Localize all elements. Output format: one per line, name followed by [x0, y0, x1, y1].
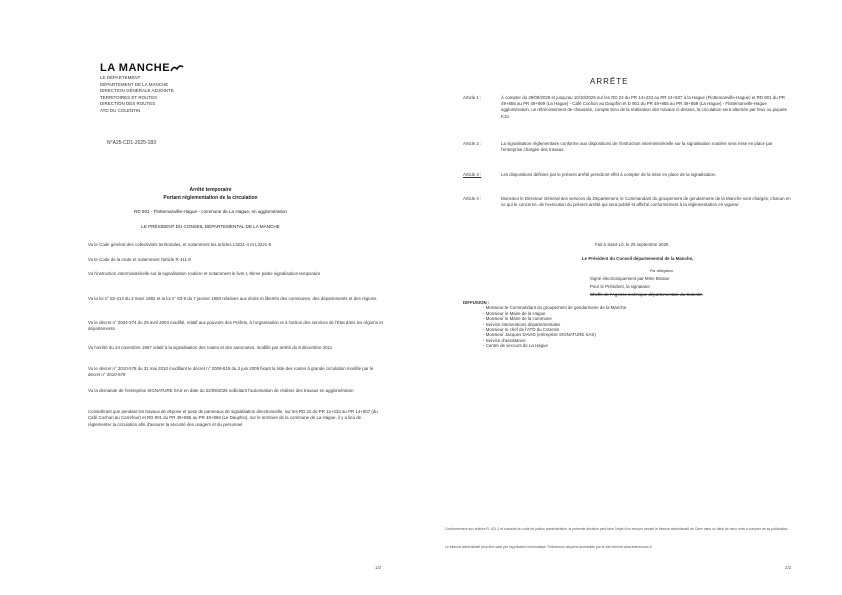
page-number: 1/2	[375, 565, 382, 570]
signature-title	[590, 292, 703, 298]
diffusion-item: - Monsieur le Maire de la Hague	[483, 311, 626, 316]
decree-type: Arrêté temporaire	[189, 187, 232, 193]
seagull-icon	[170, 62, 184, 76]
page-number: 2/2	[785, 565, 792, 570]
arrete-heading: ARRÊTE	[590, 77, 629, 86]
visa-paragraph: Vu le décret n° 2004-374 du 29 avril 2004 modifié, relatif aux pouvoirs des Préfets, à l'organisation et à l'action des services de l'État dans les régions et départements	[88, 320, 383, 332]
diffusion-item: - Monsieur le chef de l'ATD du Cotentin	[483, 327, 626, 332]
visa-paragraph: Vu le Code de la route et notamment l'article R 411-8	[88, 257, 191, 262]
legal-notice: Le tribunal administratif peut être saisi par l'application informatique Télérecours citoyens accessible par le site internet www.telerecours.fr	[445, 545, 652, 549]
visa-paragraph: Vu la demande de l'entreprise SIGNATURE SAS en date du 22/09/2025 sollicitant l'autorisation de réaliser des travaux en agglomération	[88, 388, 354, 393]
logo-line: DIRECTION GÉNÉRALE ADJOINTE	[100, 88, 174, 93]
article-label: Article 3 :	[463, 172, 482, 177]
diffusion-item: - Centre de secours de La Hague	[483, 343, 626, 348]
signature-electronic: Signé électroniquement par Mme Brasse	[590, 276, 670, 281]
signature-for: Pour le Président, la signataire	[590, 284, 650, 289]
article-label: Article 1 :	[463, 95, 482, 100]
article-text: Les dispositions définies par le présent arrêté prendront effet à compter de la mise en place de la signalisation.	[501, 172, 717, 177]
logo-line: DIRECTION DES ROUTES	[100, 101, 156, 106]
article-4	[463, 196, 793, 230]
article-2	[463, 141, 793, 166]
article-text: À compter du 29/09/2025 et jusqu'au 10/10/2025 sur les RD 22 du PR 14+433 au PR 14+507 à la Hague (Flottemanville-Hague) et RD 901 du PR 49+855 au PR 49+869 (La Hague) - Café Cochon au Dauphin et D 901 du PR 49+855 au PR 49+869 (La Hague) - Flottemanville-Hague agglomération, un rétrécissement de chaussée, compte tenu de la réalisation des travaux ci-dessus, la circulation sera alternée par feux ou piquets K10.	[501, 95, 787, 119]
article-1	[463, 95, 793, 135]
article-label: Article 2 :	[463, 141, 482, 146]
signature-place-date: Fait à Saint-Lô, le 25 septembre 2025	[595, 242, 669, 247]
decree-authority: LE PRÉSIDENT DU CONSEIL DÉPARTEMENTAL DE LA MANCHE	[141, 224, 280, 229]
signature-title-text: Cheffe de l'Agence technique départementale du Cotentin	[590, 292, 703, 297]
diffusion-item: - Service d'assistance	[483, 338, 626, 343]
article-text: La signalisation réglementaire conforme aux dispositions de l'instruction interministérielle sur la signalisation routière sera mise en place par l'entreprise chargée des travaux.	[501, 141, 773, 153]
signature-delegation: Par délégation,	[650, 269, 675, 273]
visa-paragraph: Vu l'arrêté du 24 novembre 1967 relatif à la signalisation des routes et des autoroutes, modifié par arrêté du 8 décembre 2011	[88, 345, 333, 350]
article-text: Monsieur le Directeur Général des services du Département, le Commandant du groupement de gendarmerie de la Manche sont chargés, chacun en ce qui le concerne, de l'exécution du présent arrêté qui sera publié et affiché conformément à la réglementation en vigueur.	[501, 196, 791, 208]
diffusion-item: - Service interventions départementales	[483, 322, 626, 327]
diffusion-item: - Monsieur le Commandant du groupement de gendarmerie de la Manche	[483, 305, 626, 310]
legal-notice: Conformément aux articles R. 421-1 et suivants du code de justice administrative, la présente décision peut faire l'objet d'un recours devant le tribunal administratif de Caen dans un délai de deux mois à compter de sa publication.	[445, 527, 789, 531]
diffusion-item: - Monsieur le Maire de la commune	[483, 316, 626, 321]
diffusion-title: DIFFUSION :	[463, 300, 490, 305]
department-logo	[100, 62, 190, 113]
logo-line: ATD DU COLENTIN	[100, 107, 141, 113]
article-label: Article 4 :	[463, 196, 482, 201]
visa-paragraph: Considérant que pendant les travaux de dépose et pose de panneaux de signalisation directionnelle, sur les RD 22 du PR 14+433 au PR 14+507 (du Café Cochon au Carrefour) et RD 901 du PR 49+855 au PR 49+869 (Le Dauphin), sur le territoire de la commune de La Hague, il y a lieu de réglementer la circulation afin d'assurer la sécurité des usagers et du personnel	[88, 409, 378, 427]
decree-subject: Portant réglementation de la circulation	[163, 195, 258, 201]
visa-paragraph: Vu le décret n° 2010-578 du 31 mai 2010 modifiant le décret n° 2009-615 du 3 juin 2009 fixant la liste des routes à grande circulation modifié par le décret n° 2010-578	[88, 366, 374, 378]
diffusion-list	[463, 300, 626, 349]
signature-authority: Le Président du Conseil départemental de la Manche,	[582, 256, 694, 261]
visa-paragraph: Vu la loi n° 82-213 du 2 mars 1982 et la loi n° 83-8 du 7 janvier 1983 relatives aux droits et libertés des communes, des départements et des régions	[88, 296, 377, 301]
visa-paragraph: Vu l'instruction interministérielle sur la signalisation routière et notamment le livre I, 8ème partie signalisation temporaire	[88, 271, 321, 276]
visa-paragraph: Vu le Code général des collectivités territoriales, et notamment les articles L3221-4 et L3221-5	[88, 242, 272, 247]
decree-location: RD 901 - Flottemanville-Hague - commune de La Hague, en agglomération	[134, 209, 287, 214]
article-3	[463, 172, 793, 188]
decree-reference: N°A25-CD1-2025-183	[107, 140, 156, 146]
diffusion-item: - Monsieur Jacques DAVID (entreprise SIGNATURE SAS)	[483, 332, 626, 337]
logo-title: LA MANCHE	[100, 62, 171, 74]
logo-subtitle: LE DÉPARTEMENT	[100, 75, 141, 80]
logo-line: TERRITOIRES ET ROUTES	[100, 94, 158, 100]
logo-line: DÉPARTEMENT DE LA MANCHE	[100, 81, 169, 87]
